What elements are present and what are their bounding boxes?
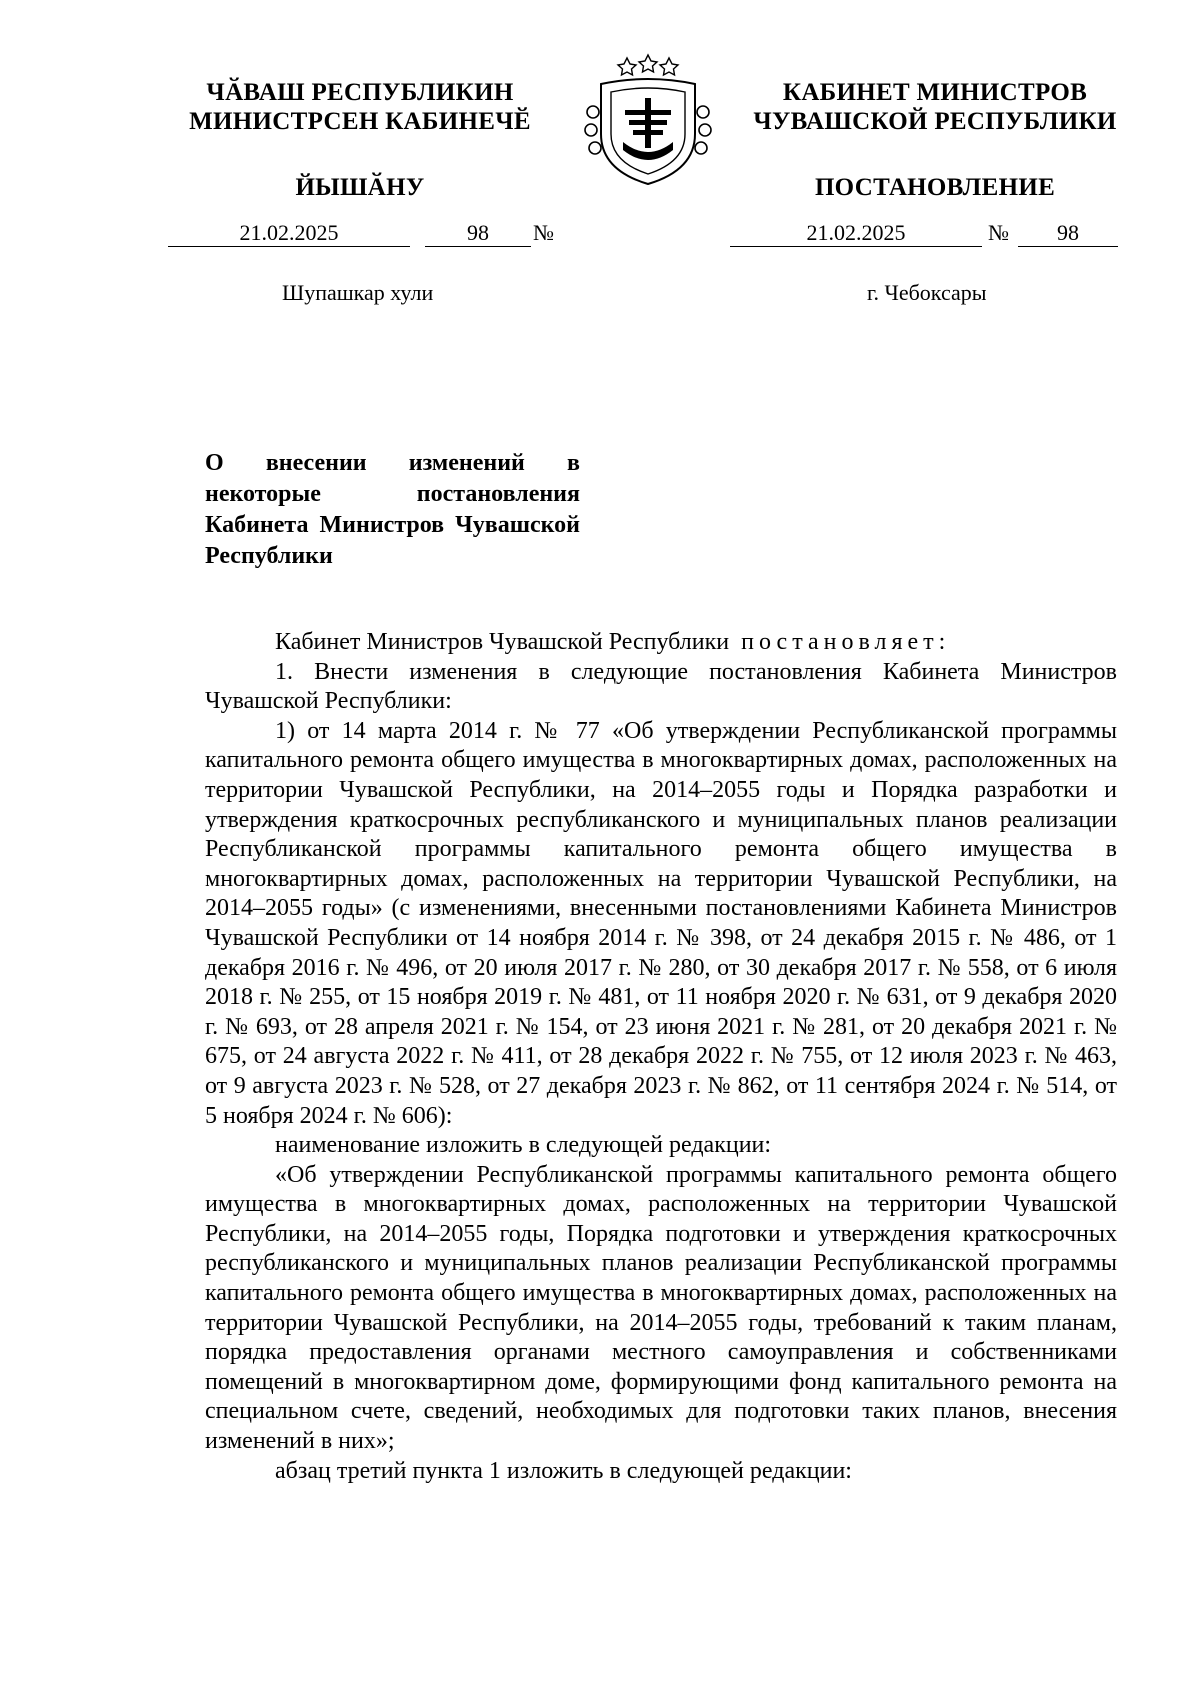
doctype-chuvash: ЙЫШӐНУ	[295, 174, 425, 201]
city-russian: г. Чебоксары	[867, 280, 987, 305]
left-date-number-line	[168, 220, 568, 250]
document-body	[205, 628, 1117, 1486]
org-name-russian-line2: ЧУВАШСКОЙ РЕСПУБЛИКИ	[753, 108, 1117, 135]
intro-verb: постановляет:	[741, 629, 951, 655]
body-paragraph-4: «Об утверждении Республиканской программы капитального ремонта общего имущества в многоквартирных домах, расположенных на территории Чувашской Республики, на 2014–2055 годы, Порядка подготовки и утверждения краткосрочных республиканского и муниципальных планов реализации Республиканской программы капитального ремонта общего имущества в многоквартирных домах, расположенных на территории Чувашской Республики, на 2014–2055 годы, требований к таким планам, порядка предоставления органами местного самоуправления и собственниками помещений в многоквартирном доме, формирующими фонд капитального ремонта на специальном счете, сведений, необходимых для подготовки таких планов, внесения изменений в них»;	[205, 1161, 1117, 1455]
chuvash-republic-emblem-icon	[583, 52, 713, 190]
left-number-sign: №	[533, 220, 554, 245]
body-paragraph-1: 1. Внести изменения в следующие постановления Кабинета Министров Чувашской Республики:	[205, 658, 1117, 715]
header-right	[720, 78, 1150, 202]
document-title: О внесении изменений в некоторые постановления Кабинета Министров Чувашской Республики	[205, 450, 580, 569]
left-date: 21.02.2025	[168, 220, 410, 247]
right-number-sign: №	[988, 220, 1009, 245]
intro-text: Кабинет Министров Чувашской Республики	[275, 629, 730, 655]
body-intro	[205, 628, 1117, 658]
org-name-chuvash-line2: МИНИСТРСЕН КАБИНЕЧӖ	[189, 108, 531, 135]
body-paragraph-5: абзац третий пункта 1 изложить в следующей редакции:	[275, 1457, 852, 1484]
body-paragraph-3: наименование изложить в следующей редакции:	[275, 1132, 772, 1159]
right-date-number-line	[730, 220, 1150, 250]
right-number: 98	[1018, 220, 1118, 247]
city-chuvash: Шупашкар хули	[282, 280, 434, 305]
org-name-chuvash-line1: ЧӐВАШ РЕСПУБЛИКИН	[206, 79, 514, 106]
org-name-russian-line1: КАБИНЕТ МИНИСТРОВ	[782, 79, 1088, 106]
header-left	[150, 78, 570, 202]
left-number: 98	[425, 220, 531, 247]
body-paragraph-2: 1) от 14 марта 2014 г. № 77 «Об утверждении Республиканской программы капитального ремонта общего имущества в многоквартирных домах, расположенных на территории Чувашской Республики, на 2014–2055 годы и Порядка разработки и утверждения краткосрочных республиканского и муниципальных планов реализации Республиканской программы капитального ремонта общего имущества в многоквартирных домах, расположенных на территории Чувашской Республики, на 2014–2055 годы» (с изменениями, внесенными постановлениями Кабинета Министров Чувашской Республики от 14 ноября 2014 г. № 398, от 24 декабря 2015 г. № 486, от 1 декабря 2016 г. № 496, от 20 июля 2017 г. № 280, от 30 декабря 2017 г. № 558, от 6 июля 2018 г. № 255, от 15 ноября 2019 г. № 481, от 11 ноября 2020 г. № 631, от 9 декабря 2020 г. № 693, от 28 апреля 2021 г. № 154, от 23 июня 2021 г. № 281, от 20 декабря 2021 г. № 675, от 24 августа 2022 г. № 411, от 28 декабря 2022 г. № 755, от 12 июля 2023 г. № 463, от 9 августа 2023 г. № 528, от 27 декабря 2023 г. № 862, от 11 сентября 2024 г. № 514, от 5 ноября 2024 г. № 606):	[205, 717, 1117, 1129]
right-date: 21.02.2025	[730, 220, 982, 247]
doctype-russian: ПОСТАНОВЛЕНИЕ	[814, 174, 1056, 201]
